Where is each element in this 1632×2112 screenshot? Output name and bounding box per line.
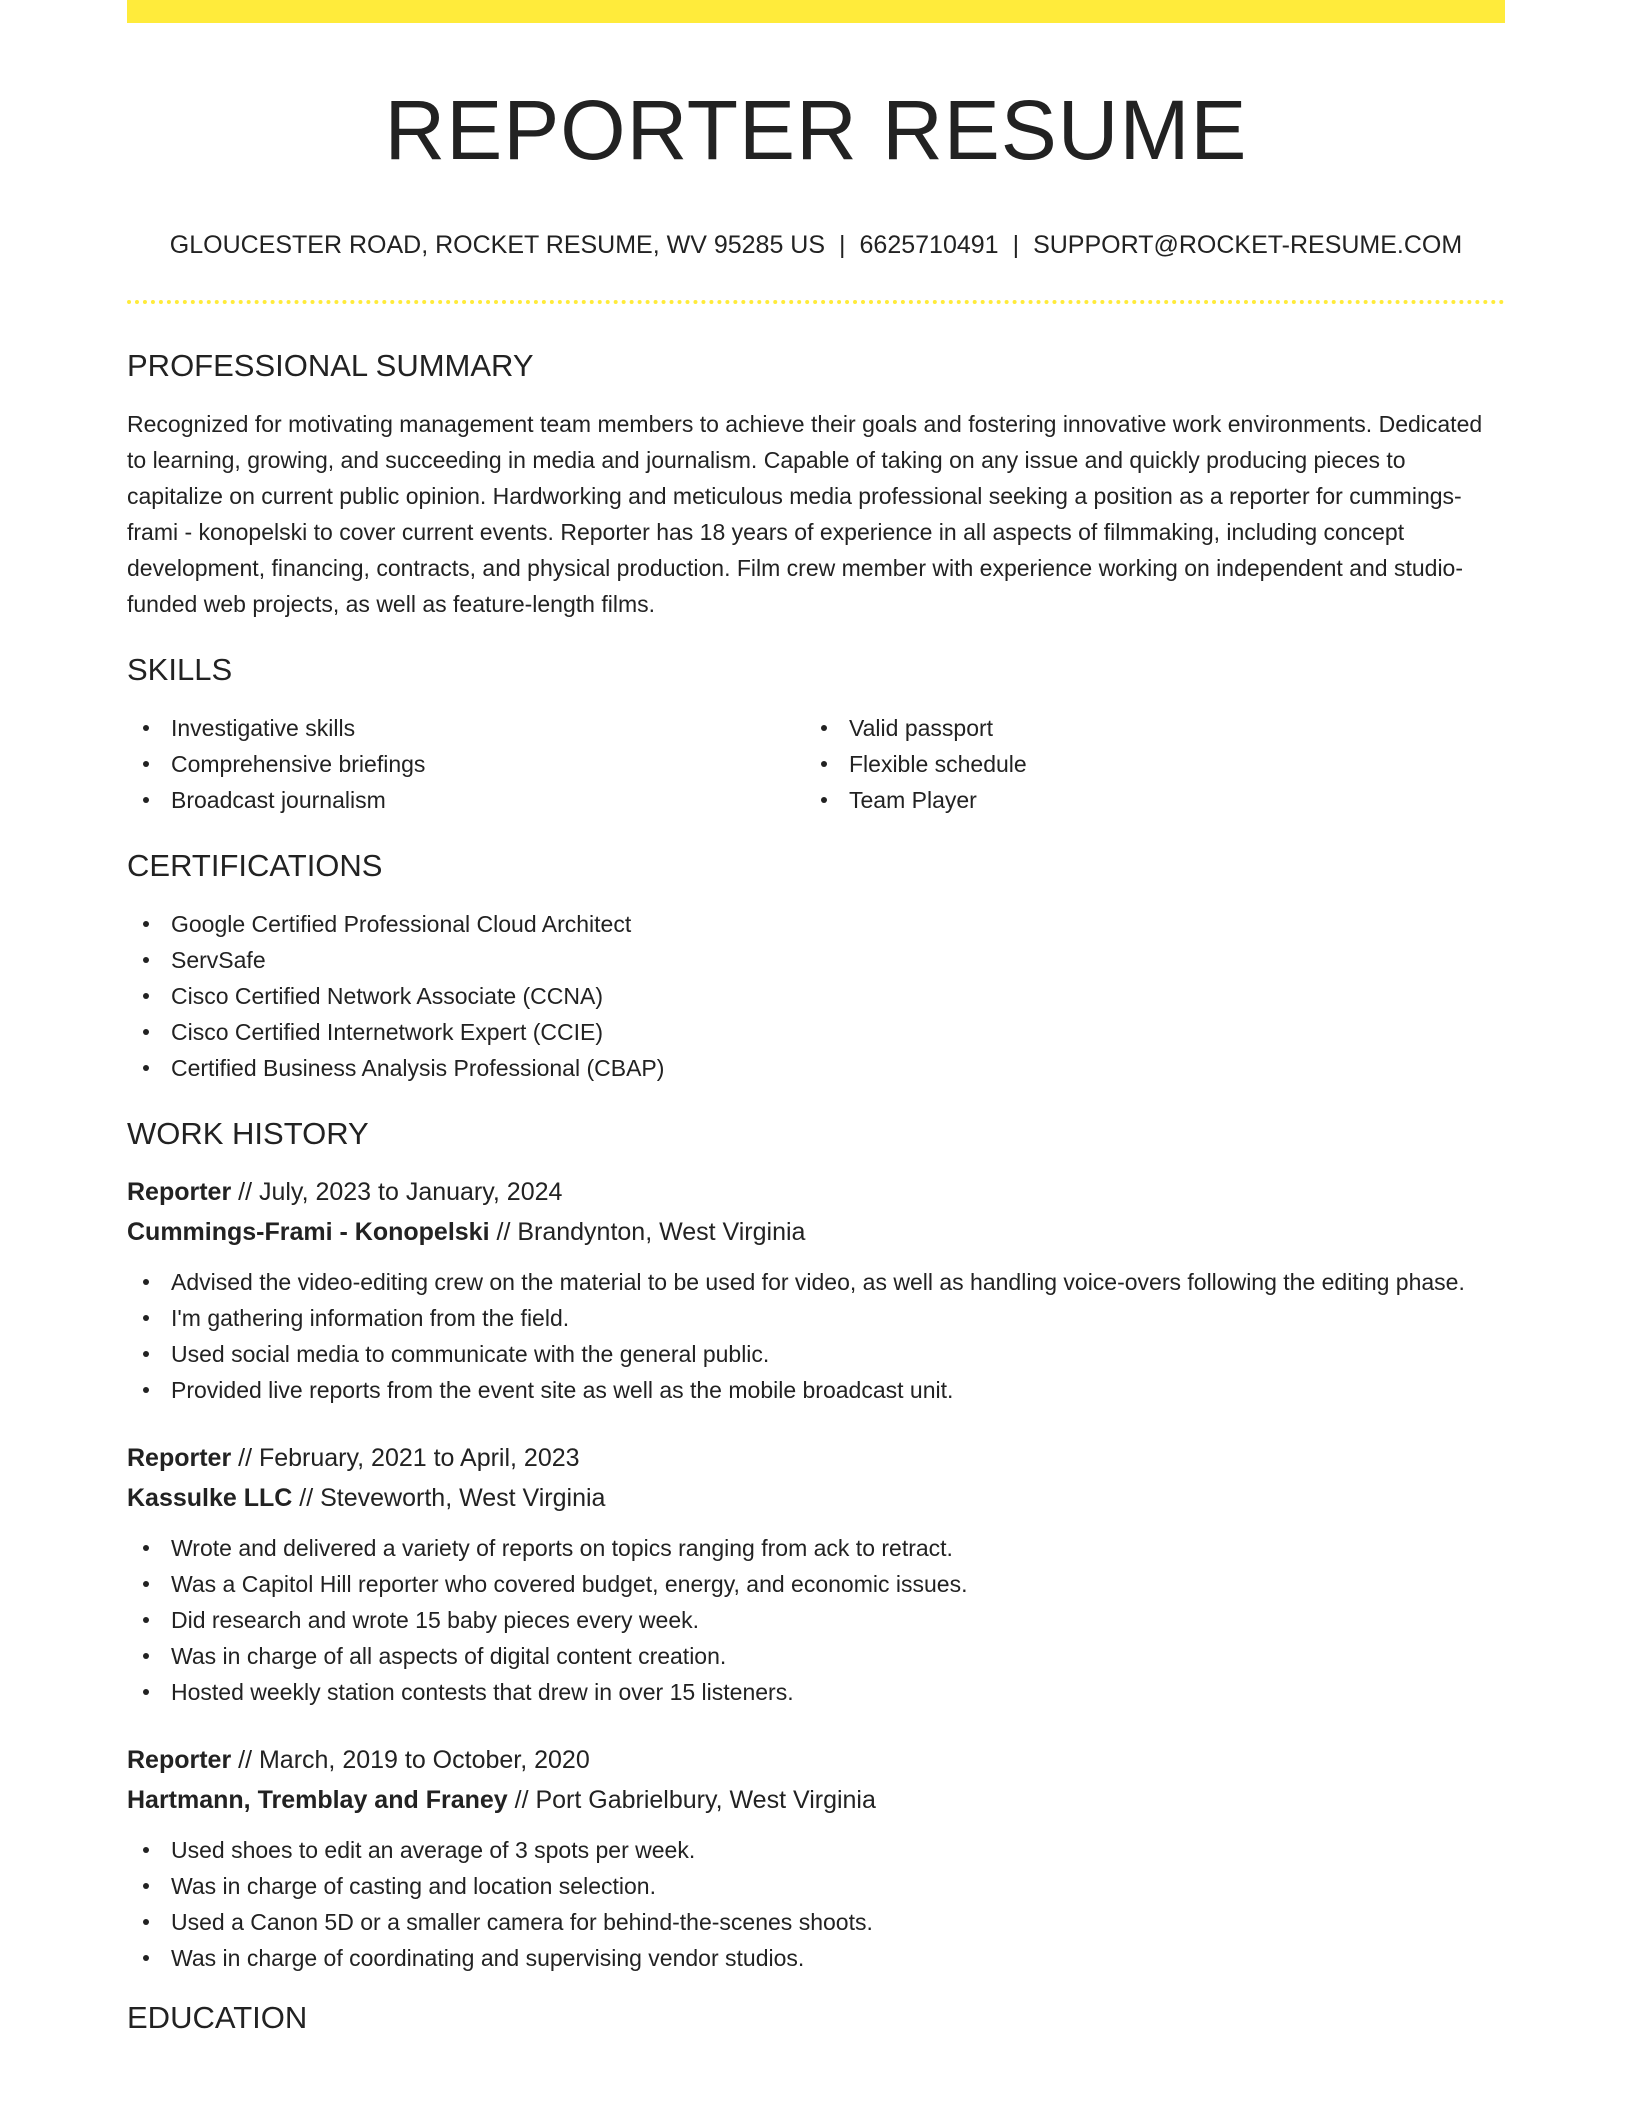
list-item: Did research and wrote 15 baby pieces every week. <box>127 1602 1505 1638</box>
job-company-line <box>127 1780 1505 1820</box>
list-item: Broadcast journalism <box>127 782 805 818</box>
list-item: Used social media to communicate with the general public. <box>127 1336 1505 1372</box>
list-item: Valid passport <box>805 710 1483 746</box>
job-role: Reporter <box>127 1746 232 1774</box>
list-item: Was in charge of casting and location selection. <box>127 1868 1505 1904</box>
job-company-line <box>127 1212 1505 1252</box>
job-duties-list <box>127 1530 1505 1710</box>
job-role-line <box>127 1740 1505 1780</box>
list-item: Google Certified Professional Cloud Architect <box>127 906 1505 942</box>
job-role: Reporter <box>127 1444 232 1472</box>
top-accent-bar <box>127 0 1505 23</box>
job-dates: // July, 2023 to January, 2024 <box>231 1178 563 1206</box>
contact-phone: 6625710491 <box>859 231 999 259</box>
skills-column-right <box>805 710 1483 818</box>
certifications-list <box>127 906 1505 1086</box>
dotted-divider <box>127 300 1505 304</box>
list-item: I'm gathering information from the field. <box>127 1300 1505 1336</box>
section-title-work-history: WORK HISTORY <box>127 1116 369 1151</box>
summary-text: Recognized for motivating management team members to achieve their goals and fostering innovative work environments. Dedicated to learning, growing, and succeeding in media and journalism. Capable of taking on any issue and quickly producing pieces to capitalize on current public opinion. Hardworking and meticulous media professional seeking a position as a reporter for cummings-frami - konopelski to cover current events. Reporter has 18 years of experience in all aspects of filmmaking, including concept development, financing, contracts, and physical production. Film crew member with experience working on independent and studio-funded web projects, as well as feature-length films. <box>127 411 1483 617</box>
job-entry <box>127 1438 1505 1710</box>
list-item: Used a Canon 5D or a smaller camera for behind-the-scenes shoots. <box>127 1904 1505 1940</box>
list-item: Was in charge of all aspects of digital content creation. <box>127 1638 1505 1674</box>
list-item: Investigative skills <box>127 710 805 746</box>
section-title-skills: SKILLS <box>127 652 233 687</box>
skills-grid <box>127 710 1505 818</box>
section-title-certifications: CERTIFICATIONS <box>127 848 383 883</box>
list-item: Cisco Certified Network Associate (CCNA) <box>127 978 1505 1014</box>
job-company-line <box>127 1478 1505 1518</box>
list-item: Comprehensive briefings <box>127 746 805 782</box>
contact-separator: | <box>1012 231 1020 259</box>
list-item: Provided live reports from the event site as well as the mobile broadcast unit. <box>127 1372 1505 1408</box>
list-item: Certified Business Analysis Professional (CBAP) <box>127 1050 1505 1086</box>
skills-list-left <box>127 710 805 818</box>
list-item: Used shoes to edit an average of 3 spots per week. <box>127 1832 1505 1868</box>
job-role-line <box>127 1172 1505 1212</box>
job-entry <box>127 1172 1505 1408</box>
job-location: // Steveworth, West Virginia <box>292 1484 606 1512</box>
job-dates: // February, 2021 to April, 2023 <box>231 1444 580 1472</box>
section-title-summary: PROFESSIONAL SUMMARY <box>127 348 534 383</box>
list-item: Was a Capitol Hill reporter who covered budget, energy, and economic issues. <box>127 1566 1505 1602</box>
job-location: // Port Gabrielbury, West Virginia <box>507 1786 876 1814</box>
list-item: Team Player <box>805 782 1483 818</box>
job-duties-list <box>127 1264 1505 1408</box>
skills-list-right <box>805 710 1483 818</box>
skills-column-left <box>127 710 805 818</box>
job-location: // Brandynton, West Virginia <box>489 1218 806 1246</box>
list-item: Hosted weekly station contests that drew in over 15 listeners. <box>127 1674 1505 1710</box>
contact-email[interactable]: SUPPORT@ROCKET-RESUME.COM <box>1033 231 1463 259</box>
resume-page <box>127 0 1505 2036</box>
contact-address: GLOUCESTER ROAD, ROCKET RESUME, WV 95285 US <box>169 231 826 259</box>
list-item: Was in charge of coordinating and supervising vendor studios. <box>127 1940 1505 1976</box>
contact-line <box>127 230 1505 260</box>
job-entry <box>127 1740 1505 1976</box>
job-role: Reporter <box>127 1178 232 1206</box>
job-company: Kassulke LLC <box>127 1484 293 1512</box>
list-item: Advised the video-editing crew on the material to be used for video, as well as handling voice-overs following the editing phase. <box>127 1264 1505 1300</box>
job-company: Hartmann, Tremblay and Franey <box>127 1786 508 1814</box>
contact-separator: | <box>839 231 846 259</box>
job-dates: // March, 2019 to October, 2020 <box>231 1746 590 1774</box>
list-item: Cisco Certified Internetwork Expert (CCIE) <box>127 1014 1505 1050</box>
list-item: Flexible schedule <box>805 746 1483 782</box>
job-role-line <box>127 1438 1505 1478</box>
job-company: Cummings-Frami - Konopelski <box>127 1218 490 1246</box>
job-duties-list <box>127 1832 1505 1976</box>
resume-title: REPORTER RESUME <box>384 83 1248 177</box>
section-title-education: EDUCATION <box>127 2000 308 2035</box>
list-item: Wrote and delivered a variety of reports on topics ranging from ack to retract. <box>127 1530 1505 1566</box>
list-item: ServSafe <box>127 942 1505 978</box>
